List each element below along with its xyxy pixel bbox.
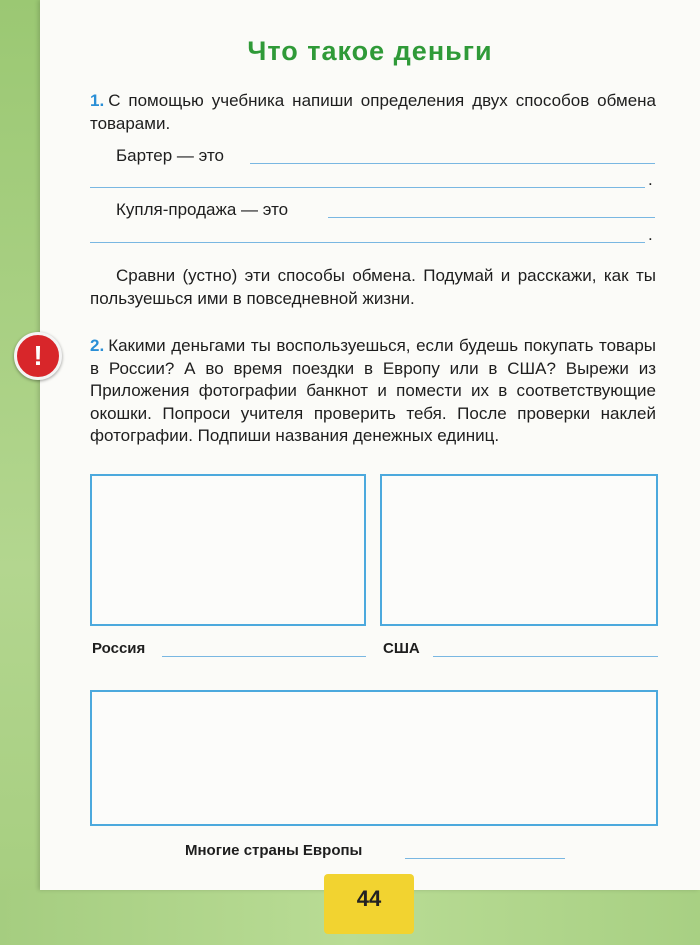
- task-1-instruction: С помощью учебника напиши определения двух способов обмена товарами.: [90, 91, 656, 133]
- europe-currency-line[interactable]: [405, 858, 565, 859]
- barter-label: Бартер — это: [116, 146, 224, 165]
- russia-currency-line[interactable]: [162, 656, 366, 657]
- russia-caption: Россия: [92, 640, 146, 657]
- purchase-answer-line-1[interactable]: [328, 217, 655, 218]
- russia-banknote-box[interactable]: [90, 474, 366, 626]
- barter-answer-line-1[interactable]: [250, 163, 655, 164]
- purchase-label: Купля-продажа — это: [116, 200, 289, 219]
- europe-banknote-box[interactable]: [90, 690, 658, 826]
- task-2-text: [90, 335, 656, 448]
- barter-answer-line-2[interactable]: [90, 187, 645, 188]
- task-1-number: 1.: [90, 91, 105, 110]
- purchase-answer-line-2[interactable]: [90, 242, 645, 243]
- compare-text: Сравни (устно) эти способы обмена. Подумай и расскажи, как ты пользуешься ими в повседневной жизни.: [90, 266, 656, 308]
- usa-banknote-box[interactable]: [380, 474, 658, 626]
- exclamation-icon: !: [14, 332, 62, 380]
- page-margin-left: [0, 0, 40, 945]
- page-title: Что такое деньги: [247, 36, 493, 66]
- usa-caption: США: [383, 640, 420, 657]
- page-number: 44: [356, 886, 382, 911]
- task-2-number: 2.: [90, 336, 105, 355]
- europe-caption: Многие страны Европы: [185, 842, 363, 859]
- usa-currency-line[interactable]: [433, 656, 658, 657]
- task-1-text: [90, 90, 656, 135]
- task-2-instruction: Какими деньгами ты воспользуешься, если будешь покупать товары в России? А во время поездки в Европу или в США? Вырежи из Приложения фотографии банкнот и помести их в соответствующие окошки. Попроси учителя проверить тебя. После проверки наклей фотографии. Подпиши названия денежных единиц.: [90, 336, 656, 446]
- purchase-end-mark: .: [648, 225, 653, 244]
- barter-end-mark: .: [648, 170, 653, 189]
